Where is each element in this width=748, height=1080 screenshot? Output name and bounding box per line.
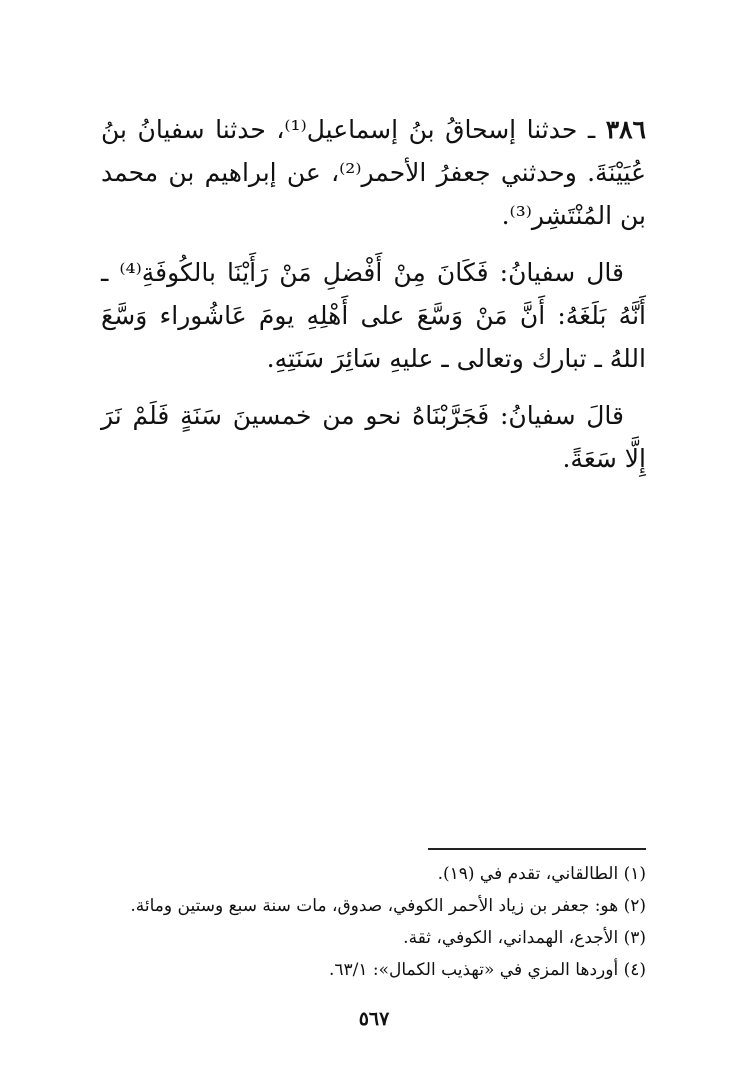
footnote-separator [428,848,646,850]
sufyan-experience-paragraph: قالَ سفيانُ: فَجَرَّبْنَاهُ نحو من خمسينَ سَنَةٍ فَلَمْ نَرَ إِلَّا سَعَةً. [101,401,646,473]
footnotes [101,858,646,986]
footnote-3: (٣) الأجدع، الهمداني، الكوفي، ثقة. [403,928,646,948]
main-text [101,108,646,494]
page-number: ٥٦٧ [358,1008,390,1030]
hadith-paragraph [101,108,646,237]
isnad-text: ـ حدثنا إسحاقُ بنُ إسماعيل⁽¹⁾، حدثنا سفيانُ بنُ عُيَيْنَةَ. وحدثني جعفرُ الأحمر⁽²⁾، عن إبراهيم بن محمد بن المُنْتَشِر⁽³⁾. [101,115,646,230]
footnote-1: (١) الطالقاني، تقدم في (١٩). [437,864,646,884]
sufyan-statement-paragraph: قال سفيانُ: فَكَانَ مِنْ أَفْضلِ مَنْ رَأَيْنَا بالكُوفَةِ⁽⁴⁾ ـ أَنَّهُ بَلَغَهُ: أَنَّ مَنْ وَسَّعَ على أَهْلِهِ يومَ عَاشُوراء وَسَّعَ اللهُ ـ تبارك وتعالى ـ عليهِ سَائِرَ سَنَتِهِ. [101,258,646,373]
hadith-number: ٣٨٦ [605,115,646,144]
footnote-4: (٤) أوردها المزي في «تهذيب الكمال»: ٦٣/١. [328,960,646,980]
footnote-2: (٢) هو: جعفر بن زياد الأحمر الكوفي، صدوق، مات سنة سبع وستين ومائة. [130,896,646,916]
